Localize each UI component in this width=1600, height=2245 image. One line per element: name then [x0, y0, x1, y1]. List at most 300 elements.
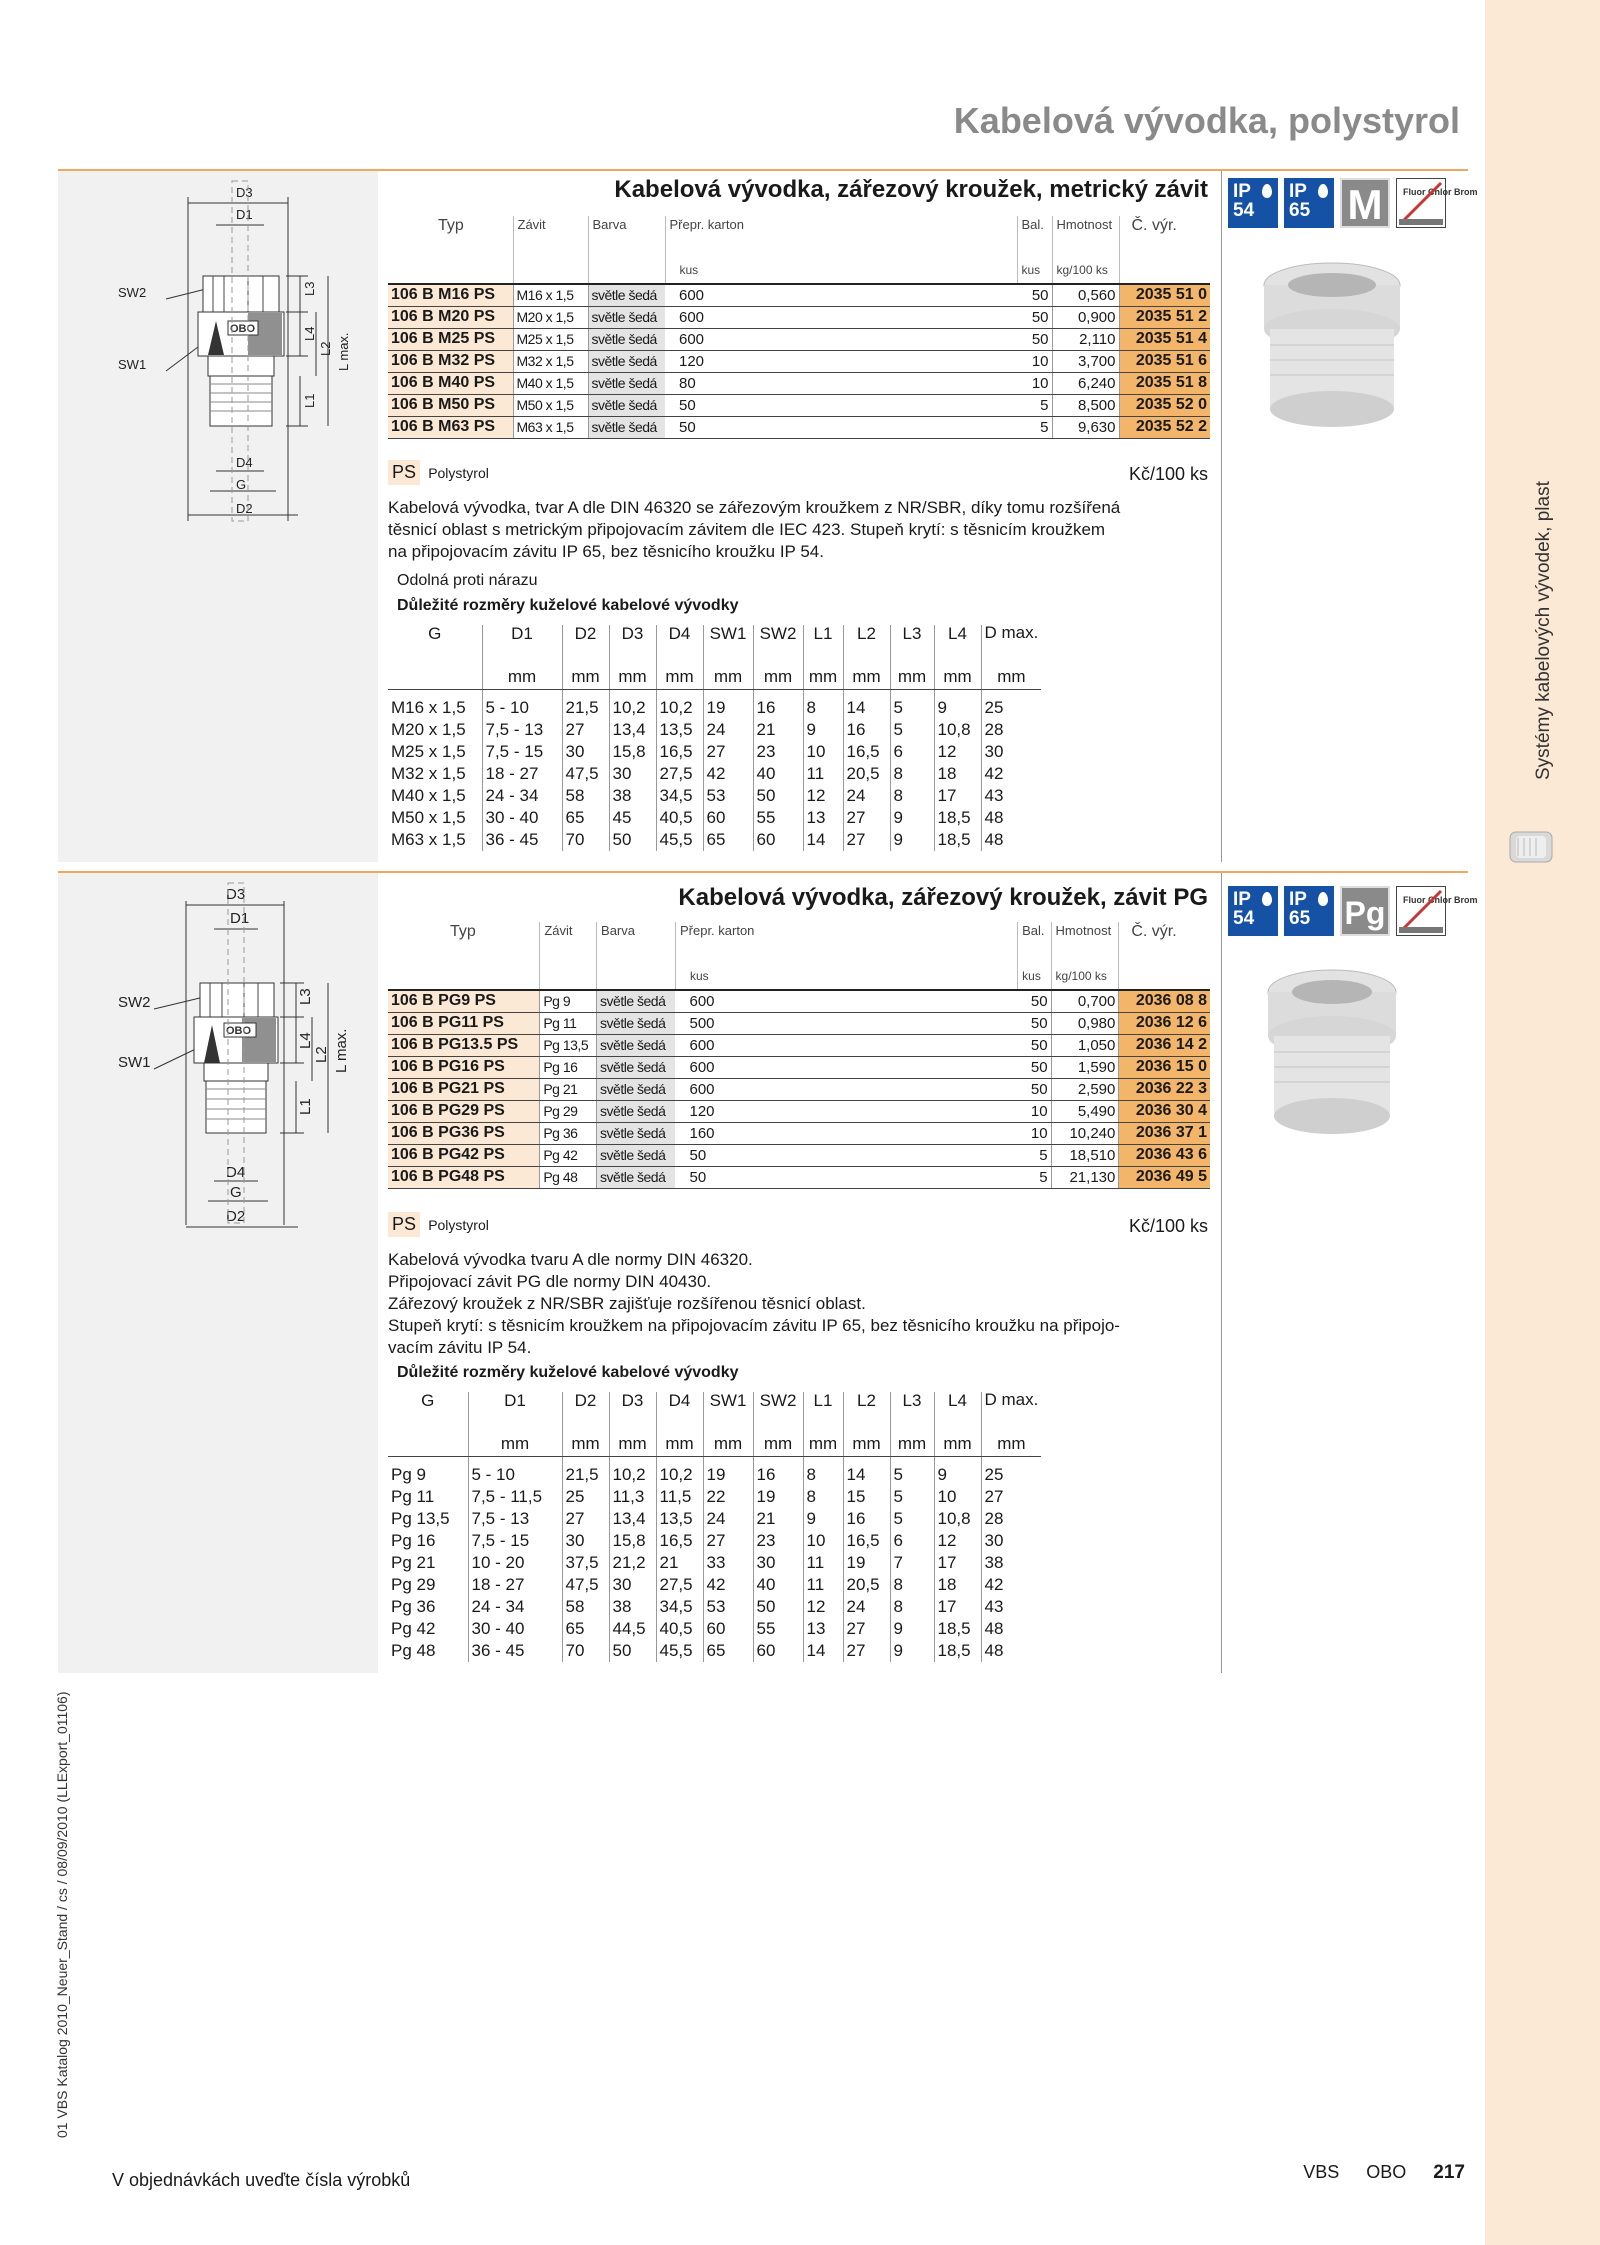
dims-unit: mm — [703, 1432, 753, 1456]
gland-drawing — [58, 873, 378, 1673]
dims-cell: 12 — [934, 741, 981, 763]
svg-text:L2: L2 — [318, 341, 333, 356]
product-type: 106 B PG9 PS — [388, 990, 540, 1012]
dims-cell: 9 — [934, 1464, 981, 1486]
dims-cell: 30 — [562, 741, 609, 763]
dims-header: D2 — [562, 625, 609, 665]
dims-cell: 16 — [753, 1464, 803, 1486]
col-barva: Barva — [588, 216, 665, 262]
dims-cell: 25 — [981, 1464, 1041, 1486]
pack-qty: 50 — [1018, 990, 1051, 1012]
footer-note: V objednávkách uveďte čísla výrobků — [112, 2170, 411, 2190]
dims-cell: 48 — [981, 829, 1041, 851]
svg-text:OBO: OBO — [230, 323, 256, 335]
col-hmotnost: Hmotnost — [1051, 922, 1119, 968]
dims-header: L4 — [934, 625, 981, 665]
dims-cell: M20 x 1,5 — [391, 720, 466, 739]
dims-row — [388, 1486, 1041, 1508]
pack-qty: 10 — [1017, 350, 1052, 372]
dims-unit: mm — [656, 1432, 703, 1456]
dims-cell: 24 — [703, 1508, 753, 1530]
dims-cell: 13,5 — [656, 719, 703, 741]
dims-cell: 40 — [753, 763, 803, 785]
dims-unit-row — [388, 1432, 1041, 1456]
dims-cell: 48 — [981, 1618, 1041, 1640]
dims-cell: 7,5 - 15 — [468, 1530, 562, 1552]
dims-cell: 18 - 27 — [468, 1574, 562, 1596]
dims-cell: 5 — [890, 1464, 934, 1486]
dims-cell: 23 — [753, 1530, 803, 1552]
dims-row — [388, 1574, 1041, 1596]
dims-cell: 38 — [981, 1552, 1041, 1574]
dims-header: G — [428, 624, 442, 643]
product-type: 106 B M32 PS — [388, 350, 513, 372]
table-row — [388, 1012, 1210, 1034]
weight: 2,110 — [1052, 328, 1119, 350]
table-row — [388, 284, 1210, 306]
dims-cell: 40 — [753, 1574, 803, 1596]
dims-cell: 18 — [934, 1574, 981, 1596]
dims-cell: 9 — [934, 697, 981, 719]
dims-cell: 10 — [803, 741, 843, 763]
product-photo-metric — [1240, 245, 1425, 435]
thread: M25 x 1,5 — [513, 328, 588, 350]
dims-cell: 18,5 — [934, 1618, 981, 1640]
dims-cell: 28 — [981, 719, 1041, 741]
article-number: 2035 51 2 — [1119, 306, 1210, 328]
col-typ: Typ — [438, 217, 464, 234]
dims-unit: mm — [890, 1432, 934, 1456]
dims-cell: 65 — [703, 829, 753, 851]
dims-cell: 11,5 — [656, 1486, 703, 1508]
carton-qty: 50 — [675, 1144, 1017, 1166]
weight: 10,240 — [1051, 1122, 1119, 1144]
article-number: 2036 14 2 — [1119, 1034, 1210, 1056]
article-number: 2036 15 0 — [1119, 1056, 1210, 1078]
dims-cell: 60 — [703, 1618, 753, 1640]
weight: 8,500 — [1052, 394, 1119, 416]
dims-cell: 24 - 34 — [468, 1596, 562, 1618]
dims-cell: 50 — [609, 1640, 656, 1662]
dims-header: D3 — [609, 1392, 656, 1432]
diagram-panel-metric — [58, 171, 378, 862]
dims-cell: 45 — [609, 807, 656, 829]
dims-cell: 7,5 - 13 — [482, 719, 562, 741]
dims-unit: mm — [803, 665, 843, 689]
thread: Pg 48 — [540, 1166, 597, 1188]
dims-row — [388, 1618, 1041, 1640]
dims-cell: 27 — [843, 1640, 890, 1662]
article-number: 2035 51 0 — [1119, 284, 1210, 306]
dims-cell: 19 — [843, 1552, 890, 1574]
dims-cell: 18 — [934, 763, 981, 785]
dims-cell: 43 — [981, 785, 1041, 807]
dims-cell: 7,5 - 13 — [468, 1508, 562, 1530]
color: světle šedá — [597, 1166, 676, 1188]
dims-cell: Pg 36 — [391, 1597, 436, 1616]
svg-text:SW2: SW2 — [118, 285, 147, 300]
unit-kus2: kus — [1018, 968, 1051, 990]
dims-cell: 43 — [981, 1596, 1041, 1618]
dims-unit: mm — [934, 1432, 981, 1456]
dims-unit: mm — [609, 1432, 656, 1456]
dims-header: D4 — [656, 625, 703, 665]
dims-spacer — [388, 689, 1041, 697]
dims-row — [388, 1640, 1041, 1662]
dims-cell: 10 — [934, 1486, 981, 1508]
dims-header: L3 — [890, 1392, 934, 1432]
dims-cell: 45,5 — [656, 1640, 703, 1662]
dims-cell: 13 — [803, 807, 843, 829]
carton-qty: 50 — [675, 1166, 1017, 1188]
article-number: 2036 37 1 — [1119, 1122, 1210, 1144]
dims-cell: 21,5 — [562, 1464, 609, 1486]
svg-text:D1: D1 — [230, 910, 250, 927]
col-typ: Typ — [450, 923, 476, 940]
impact-note: Odolná proti nárazu — [397, 572, 538, 589]
weight: 1,050 — [1051, 1034, 1119, 1056]
unit-kus2: kus — [1017, 262, 1052, 284]
weight: 3,700 — [1052, 350, 1119, 372]
halogen-free-icon — [1396, 178, 1478, 228]
dims-row — [388, 697, 1041, 719]
dims-row — [388, 829, 1041, 851]
dims-cell: 20,5 — [843, 1574, 890, 1596]
dims-table-pg — [388, 1392, 1041, 1662]
dims-cell: 15,8 — [609, 741, 656, 763]
dims-cell: 13,4 — [609, 1508, 656, 1530]
dims-cell: 48 — [981, 1640, 1041, 1662]
dims-cell: 14 — [843, 697, 890, 719]
dims-cell: 47,5 — [562, 1574, 609, 1596]
dims-unit: mm — [934, 665, 981, 689]
dims-cell: 21 — [753, 719, 803, 741]
thread: M63 x 1,5 — [513, 416, 588, 438]
dims-cell: 33 — [703, 1552, 753, 1574]
footer-brands — [1281, 2162, 1465, 2184]
dims-row — [388, 807, 1041, 829]
dims-cell: 65 — [703, 1640, 753, 1662]
price-unit: Kč/100 ks — [1128, 1216, 1208, 1236]
catalog-export-note: 01 VBS Katalog 2010_Neuer_Stand / cs / 08/09/2010 (LLExport_01106) — [54, 1691, 70, 2138]
ip54-icon: IP 54 — [1228, 178, 1278, 228]
color: světle šedá — [588, 350, 665, 372]
dims-cell: 10,8 — [934, 1508, 981, 1530]
table-row — [388, 1078, 1210, 1100]
col-bal: Bal. — [1017, 216, 1052, 262]
unit-kg: kg/100 ks — [1051, 968, 1119, 990]
dims-table-metric — [388, 625, 1041, 851]
weight: 1,590 — [1051, 1056, 1119, 1078]
article-number: 2035 52 0 — [1119, 394, 1210, 416]
footer-obo: OBO — [1366, 2162, 1407, 2182]
dims-cell: 27 — [562, 719, 609, 741]
article-number: 2036 49 5 — [1119, 1166, 1210, 1188]
dims-cell: 65 — [562, 807, 609, 829]
dims-cell: 17 — [934, 1552, 981, 1574]
dims-cell: Pg 11 — [391, 1487, 435, 1506]
dims-cell: 21,2 — [609, 1552, 656, 1574]
product-type: 106 B PG21 PS — [388, 1078, 540, 1100]
weight: 0,700 — [1051, 990, 1119, 1012]
dims-cell: 25 — [981, 697, 1041, 719]
dims-cell: 30 — [609, 763, 656, 785]
thread: Pg 9 — [540, 990, 597, 1012]
color: světle šedá — [588, 394, 665, 416]
color: světle šedá — [588, 328, 665, 350]
thread: M40 x 1,5 — [513, 372, 588, 394]
dims-cell: 23 — [753, 741, 803, 763]
ip65-icon: IP 65 — [1284, 178, 1334, 228]
dims-cell: 10,2 — [656, 1464, 703, 1486]
table-row — [388, 350, 1210, 372]
dims-cell: M40 x 1,5 — [391, 786, 466, 805]
dims-cell: 27,5 — [656, 1574, 703, 1596]
article-number: 2036 12 6 — [1119, 1012, 1210, 1034]
dims-cell: 53 — [703, 1596, 753, 1618]
article-number: 2036 08 8 — [1119, 990, 1210, 1012]
dims-cell: 34,5 — [656, 1596, 703, 1618]
dims-cell: 18,5 — [934, 1640, 981, 1662]
dims-unit: mm — [753, 1432, 803, 1456]
svg-text:D3: D3 — [226, 886, 246, 903]
pack-qty: 10 — [1018, 1122, 1051, 1144]
dims-row — [388, 785, 1041, 807]
dims-cell: 14 — [803, 829, 843, 851]
dims-cell: 34,5 — [656, 785, 703, 807]
dims-cell: 8 — [890, 1574, 934, 1596]
material-row-metric — [388, 460, 1208, 488]
dims-header: L4 — [934, 1392, 981, 1432]
dims-cell: 16,5 — [843, 1530, 890, 1552]
dims-cell: Pg 42 — [391, 1619, 436, 1638]
dims-row — [388, 1464, 1041, 1486]
dims-cell: M32 x 1,5 — [391, 764, 466, 783]
table-row — [388, 394, 1210, 416]
dims-cell: 9 — [803, 719, 843, 741]
unit-kus: kus — [665, 262, 1017, 284]
dims-cell: 60 — [703, 807, 753, 829]
dims-cell: 48 — [981, 807, 1041, 829]
dims-unit: mm — [753, 665, 803, 689]
weight: 9,630 — [1052, 416, 1119, 438]
table-row — [388, 990, 1210, 1012]
pack-qty: 10 — [1017, 372, 1052, 394]
pg-thread-icon: Pg — [1340, 886, 1390, 936]
product-type: 106 B M20 PS — [388, 306, 513, 328]
dims-row — [388, 1508, 1041, 1530]
dims-header: D1 — [468, 1392, 562, 1432]
col-zavit: Závit — [540, 922, 597, 968]
dims-cell: 27 — [843, 1618, 890, 1640]
dims-cell: 40,5 — [656, 807, 703, 829]
thread: Pg 13,5 — [540, 1034, 597, 1056]
dims-cell: 12 — [803, 785, 843, 807]
article-number: 2036 43 6 — [1119, 1144, 1210, 1166]
side-thumb-icon — [1508, 826, 1558, 868]
dims-cell: 50 — [753, 1596, 803, 1618]
product-type: 106 B PG16 PS — [388, 1056, 540, 1078]
dims-cell: 21,5 — [562, 697, 609, 719]
color: světle šedá — [597, 1012, 676, 1034]
dims-title-metric: Důležité rozměry kuželové kabelové vývodky — [397, 597, 739, 614]
dims-cell: 18,5 — [934, 807, 981, 829]
product-type: 106 B PG13.5 PS — [388, 1034, 540, 1056]
dims-cell: 21 — [656, 1552, 703, 1574]
dims-cell: 7,5 - 11,5 — [468, 1486, 562, 1508]
dims-cell: 19 — [703, 697, 753, 719]
dims-cell: 19 — [703, 1464, 753, 1486]
pack-qty: 50 — [1018, 1078, 1051, 1100]
product-table-pg — [388, 922, 1210, 1189]
svg-text:D2: D2 — [226, 1208, 246, 1225]
dims-cell: Pg 21 — [391, 1553, 436, 1572]
dims-cell: 5 - 10 — [482, 697, 562, 719]
weight: 2,590 — [1051, 1078, 1119, 1100]
col-cvyr: Č. výr. — [1119, 922, 1210, 968]
pack-qty: 5 — [1017, 416, 1052, 438]
carton-qty: 600 — [665, 284, 1017, 306]
dims-cell: 10 - 20 — [468, 1552, 562, 1574]
dims-header-row — [388, 625, 1041, 665]
dims-cell: 24 - 34 — [482, 785, 562, 807]
svg-text:Fluor Chlor Brom: Fluor Chlor Brom — [1403, 895, 1478, 905]
color: světle šedá — [588, 372, 665, 394]
dims-unit: mm — [562, 665, 609, 689]
table-row — [388, 1034, 1210, 1056]
dims-cell: Pg 13,5 — [391, 1509, 450, 1528]
weight: 0,980 — [1051, 1012, 1119, 1034]
column-divider — [1221, 873, 1222, 1673]
dims-cell: 13 — [803, 1618, 843, 1640]
thread: Pg 36 — [540, 1122, 597, 1144]
svg-text:D1: D1 — [236, 207, 253, 222]
weight: 18,510 — [1051, 1144, 1119, 1166]
dims-unit — [388, 665, 482, 689]
dims-cell: 8 — [890, 785, 934, 807]
dims-cell: 16,5 — [656, 1530, 703, 1552]
svg-text:D4: D4 — [236, 455, 253, 470]
color: světle šedá — [597, 1100, 676, 1122]
dims-unit: mm — [843, 665, 890, 689]
pack-qty: 50 — [1017, 284, 1052, 306]
dims-cell: 65 — [562, 1618, 609, 1640]
carton-qty: 600 — [675, 1056, 1017, 1078]
dims-cell: 30 — [981, 741, 1041, 763]
page-number: 217 — [1433, 2162, 1465, 2183]
section-title-metric: Kabelová vývodka, zářezový kroužek, metrický závit — [614, 176, 1208, 203]
dims-cell: 70 — [562, 829, 609, 851]
dims-cell: 24 — [843, 785, 890, 807]
dims-cell: 11 — [803, 763, 843, 785]
weight: 0,560 — [1052, 284, 1119, 306]
dims-cell: 40,5 — [656, 1618, 703, 1640]
dims-cell: 38 — [609, 785, 656, 807]
dims-cell: 10 — [803, 1530, 843, 1552]
dims-cell: 9 — [803, 1508, 843, 1530]
svg-text:SW2: SW2 — [118, 994, 151, 1011]
dims-cell: 8 — [890, 1596, 934, 1618]
dims-cell: 16,5 — [656, 741, 703, 763]
color: světle šedá — [588, 284, 665, 306]
dims-cell: 17 — [934, 785, 981, 807]
description-pg: Kabelová vývodka tvaru A dle normy DIN 46320. Připojovací závit PG dle normy DIN 40430. Zářezový kroužek z NR/SBR zajišťuje rozšířenou těsnicí oblast. Stupeň krytí: s těsnicím kroužkem na připojovacím závitu IP 65, bez těsnicího kroužku na připojo- vacím závitu IP 54. — [388, 1250, 1120, 1357]
svg-text:D2: D2 — [236, 501, 253, 516]
carton-qty: 500 — [675, 1012, 1017, 1034]
dims-cell: 24 — [843, 1596, 890, 1618]
dims-cell: M25 x 1,5 — [391, 742, 466, 761]
column-divider — [1221, 171, 1222, 862]
color: světle šedá — [597, 1056, 676, 1078]
col-cvyr: Č. výr. — [1119, 216, 1210, 262]
dims-cell: M50 x 1,5 — [391, 808, 466, 827]
dims-cell: 30 — [562, 1530, 609, 1552]
dims-header: SW2 — [753, 1392, 803, 1432]
dims-cell: 27,5 — [656, 763, 703, 785]
unit-kg: kg/100 ks — [1052, 262, 1119, 284]
carton-qty: 600 — [675, 1078, 1017, 1100]
dims-cell: 50 — [753, 785, 803, 807]
dims-cell: 10,2 — [609, 1464, 656, 1486]
dims-cell: 13,4 — [609, 719, 656, 741]
table-row — [388, 372, 1210, 394]
svg-text:L1: L1 — [302, 393, 317, 408]
dims-cell: 10,2 — [656, 697, 703, 719]
table-row — [388, 1056, 1210, 1078]
dims-cell: 70 — [562, 1640, 609, 1662]
dims-cell: 47,5 — [562, 763, 609, 785]
dims-cell: 50 — [609, 829, 656, 851]
icon-group-pg — [1228, 886, 1478, 936]
dims-unit — [388, 1432, 468, 1456]
page-title: Kabelová vývodka, polystyrol — [953, 100, 1460, 141]
pack-qty: 10 — [1018, 1100, 1051, 1122]
price-unit: Kč/100 ks — [1128, 464, 1208, 484]
carton-qty: 600 — [665, 328, 1017, 350]
dims-cell: 11 — [803, 1574, 843, 1596]
halogen-free-icon — [1396, 886, 1478, 936]
dims-cell: 27 — [981, 1486, 1041, 1508]
dims-cell: 55 — [753, 807, 803, 829]
dims-cell: 16 — [843, 1508, 890, 1530]
col-karton: Přepr. karton — [675, 922, 1017, 968]
dims-cell: 24 — [703, 719, 753, 741]
carton-qty: 50 — [665, 416, 1017, 438]
product-type: 106 B M50 PS — [388, 394, 513, 416]
material-row-pg — [388, 1212, 1208, 1240]
color: světle šedá — [588, 306, 665, 328]
pack-qty: 5 — [1017, 394, 1052, 416]
dims-header: D4 — [656, 1392, 703, 1432]
dims-cell: 21 — [753, 1508, 803, 1530]
svg-text:L3: L3 — [302, 281, 317, 296]
material-name: Polystyrol — [428, 1216, 489, 1233]
weight: 6,240 — [1052, 372, 1119, 394]
dims-cell: Pg 48 — [391, 1641, 436, 1660]
dims-cell: 27 — [562, 1508, 609, 1530]
right-band — [1485, 0, 1600, 2245]
dims-unit: mm — [981, 1432, 1041, 1456]
svg-text:L max.: L max. — [333, 1028, 350, 1073]
dims-unit: mm — [609, 665, 656, 689]
description-metric: Kabelová vývodka, tvar A dle DIN 46320 se zářezovým kroužkem z NR/SBR, díky tomu rozšířená těsnicí oblast s metrickým připojovacím závitem dle IEC 423. Stupeň krytí: s těsnicím kroužkem na připojovacím závitu IP 65, bez těsnicího kroužku IP 54. — [388, 498, 1121, 561]
carton-qty: 120 — [665, 350, 1017, 372]
ip65-icon: IP 65 — [1284, 886, 1334, 936]
side-label: Systémy kabelových vývodek, plast — [1533, 481, 1554, 780]
thread: M50 x 1,5 — [513, 394, 588, 416]
dims-cell: 5 — [890, 1486, 934, 1508]
table-row — [388, 306, 1210, 328]
